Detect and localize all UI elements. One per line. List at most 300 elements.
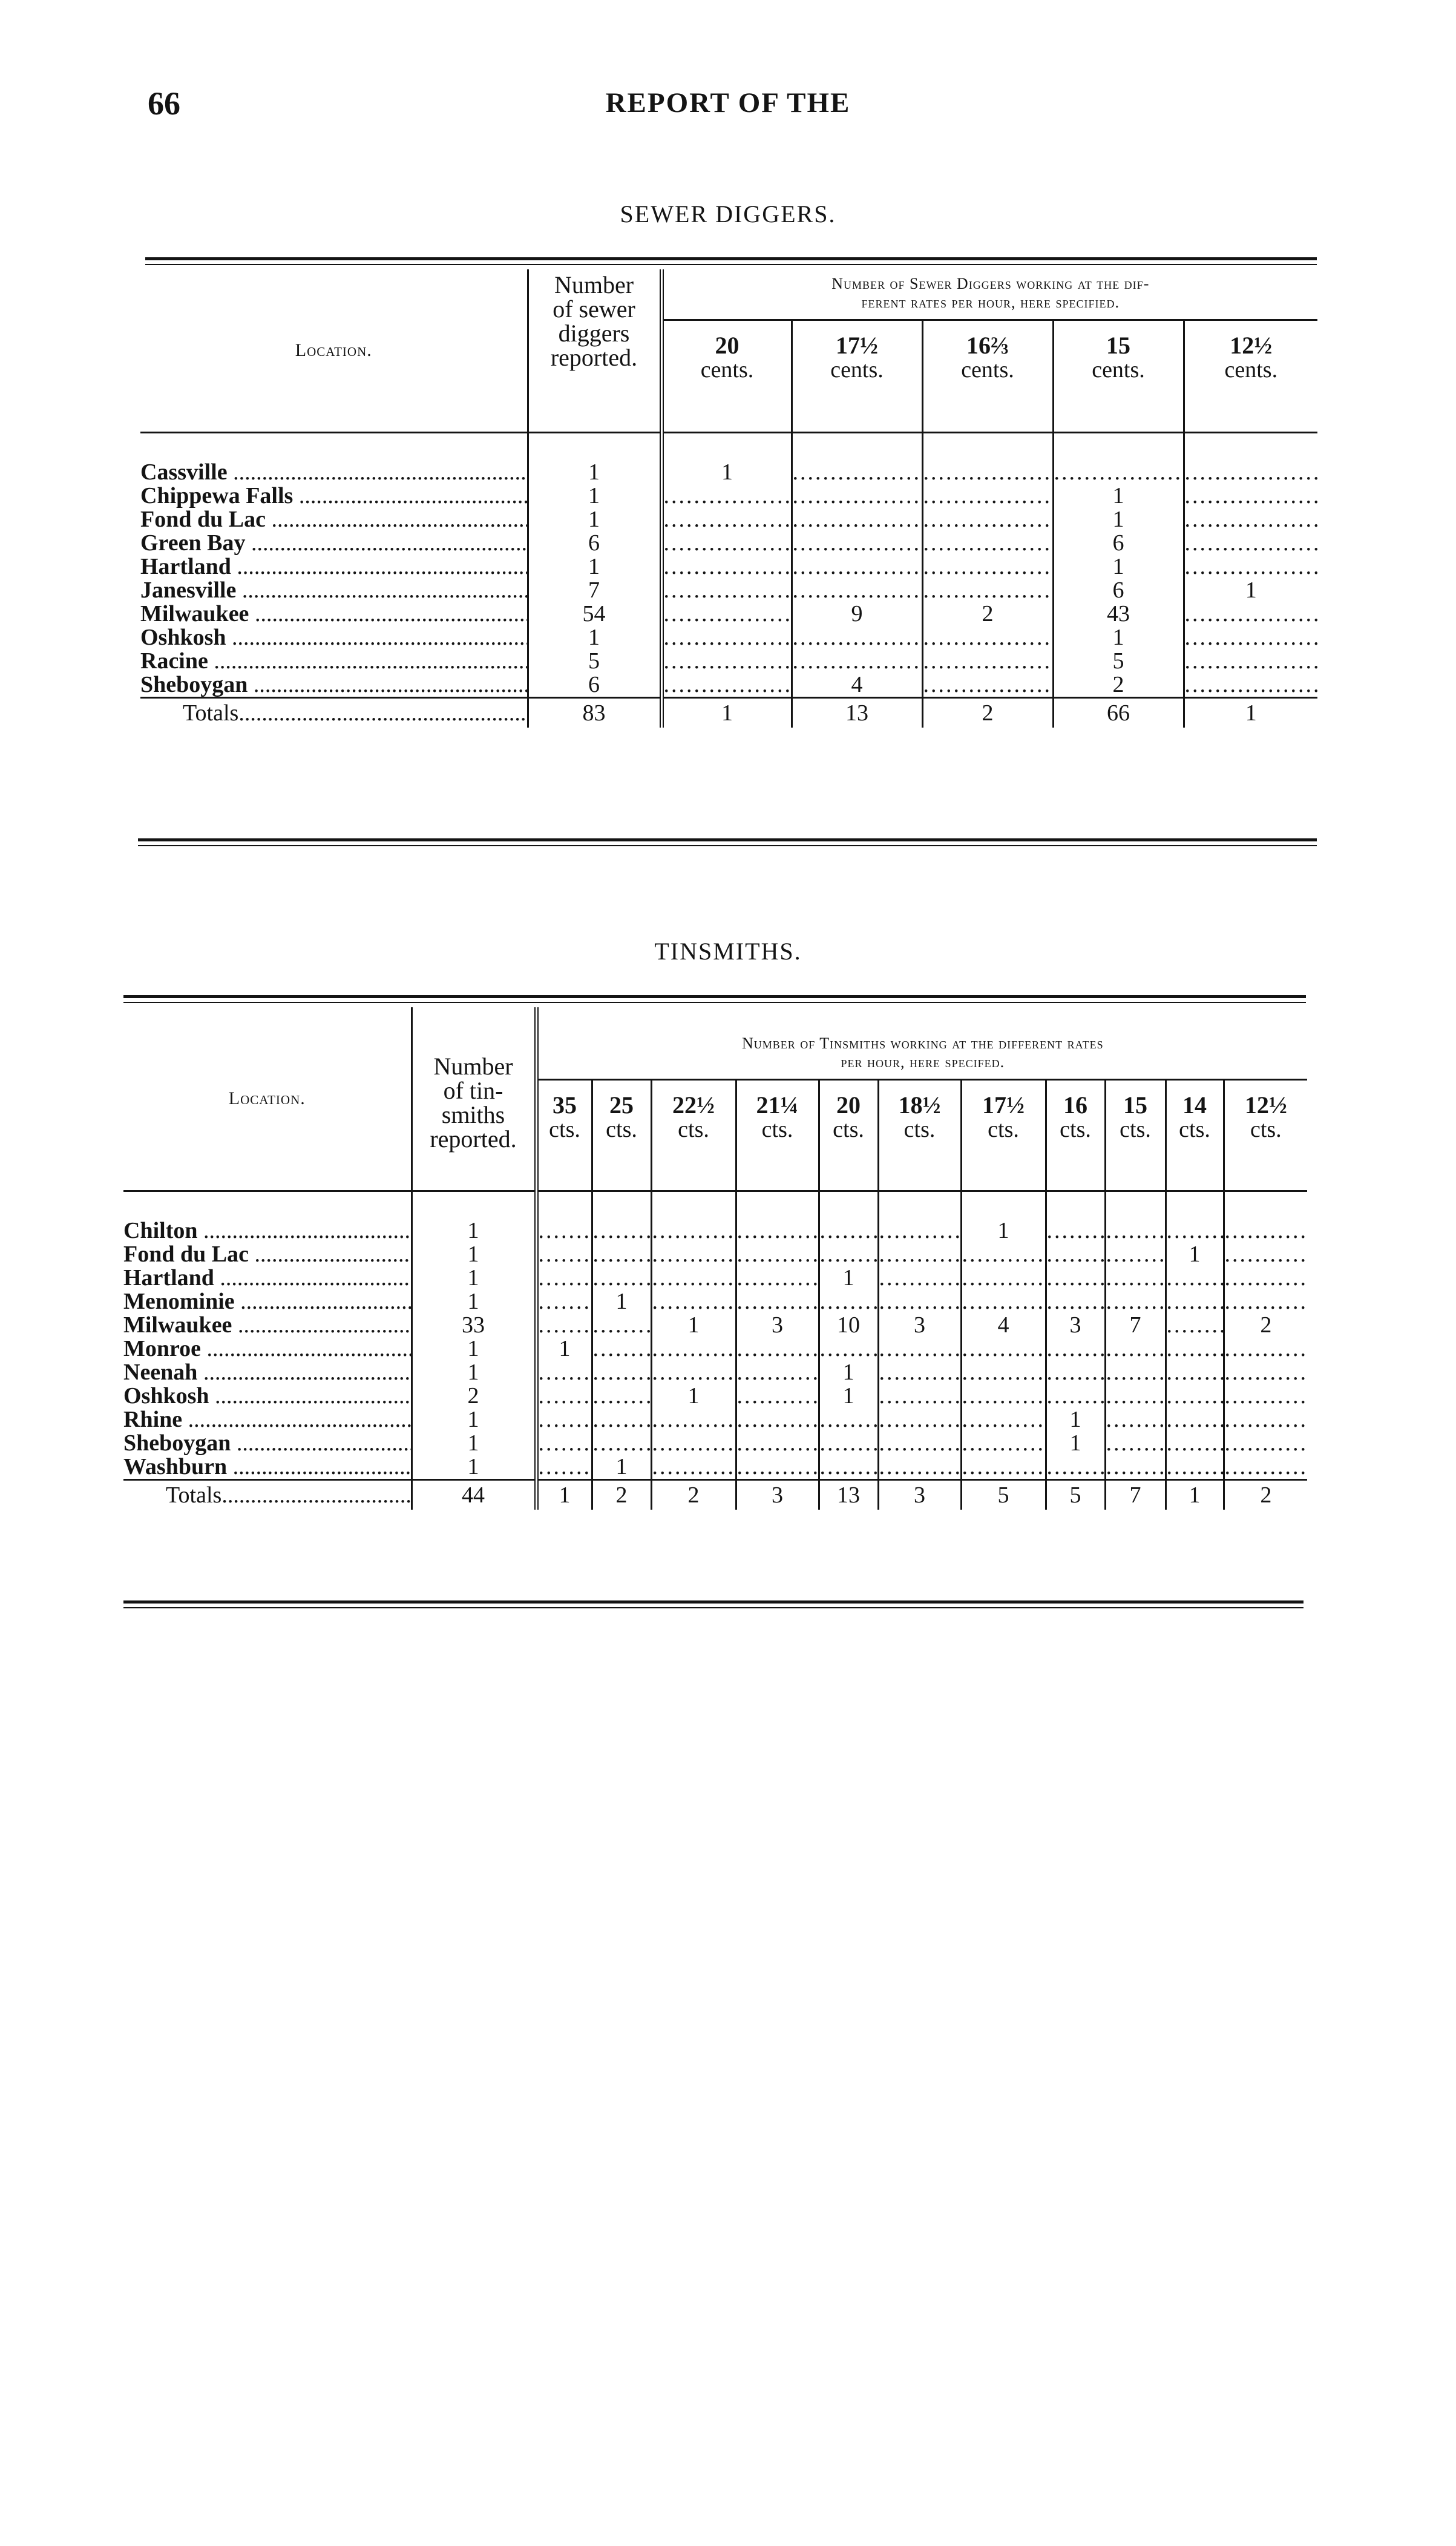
sewer-spacer: [140, 433, 528, 461]
sewer-section-title: SEWER DIGGERS.: [620, 200, 836, 228]
tin-totals-cell: 3: [736, 1479, 819, 1510]
sewer-top-rule: [145, 257, 1317, 260]
tin-location-cell: Neenah .....: [123, 1361, 412, 1384]
sewer-bottom-rule-thin: [138, 845, 1317, 846]
sewer-empty-cell: [792, 555, 922, 579]
tin-table-row: [123, 1243, 1307, 1266]
tin-number-header: Number of tin- smiths reported.: [412, 1007, 536, 1191]
tin-rate-value: 15: [1123, 1091, 1147, 1119]
tin-rate-unit: cts.: [1179, 1117, 1210, 1143]
tin-reported-cell: 33: [412, 1314, 536, 1337]
tin-rate-unit: cts.: [1120, 1117, 1151, 1143]
tin-empty-cell: [592, 1384, 651, 1408]
tin-empty-cell: [736, 1384, 819, 1408]
tin-empty-cell: [736, 1243, 819, 1266]
tin-empty-cell: [819, 1243, 878, 1266]
sewer-reported-cell: 6: [528, 673, 661, 698]
sewer-rate-unit: cents.: [830, 357, 884, 383]
tin-spacer: [1046, 1191, 1105, 1219]
tin-rate-header-3: [736, 1080, 819, 1191]
sewer-empty-cell: [661, 555, 792, 579]
tin-totals-cell: 2: [1224, 1479, 1307, 1510]
tin-empty-cell: [1166, 1290, 1224, 1314]
sewer-totals-reported: 83: [528, 697, 661, 728]
sewer-totals-cell: 13: [792, 697, 922, 728]
sewer-empty-cell: [922, 650, 1053, 673]
tin-rate-header-6: [961, 1080, 1046, 1191]
tin-empty-cell: [819, 1337, 878, 1361]
sewer-rate-unit: cents.: [700, 357, 754, 383]
sewer-rate-value: 15: [1106, 332, 1130, 360]
tin-empty-cell: [1046, 1361, 1105, 1384]
tin-location-cell: Oshkosh .....: [123, 1384, 412, 1408]
tin-location-cell: Menominie .....: [123, 1290, 412, 1314]
tin-empty-cell: [651, 1408, 736, 1432]
tin-totals-label: Totals .....: [123, 1479, 412, 1510]
tin-empty-cell: [736, 1266, 819, 1290]
tin-empty-cell: [961, 1266, 1046, 1290]
tin-totals-cell: 5: [1046, 1479, 1105, 1510]
tin-bottom-rule-thin: [123, 1607, 1304, 1608]
sewer-rate-header-0: [661, 320, 792, 433]
sewer-location-cell: Green Bay .....: [140, 531, 528, 555]
tin-empty-cell: [819, 1455, 878, 1480]
sewer-rate-cell: 9: [792, 602, 922, 626]
tin-empty-cell: [878, 1384, 961, 1408]
tin-rate-header-9: [1166, 1080, 1224, 1191]
sewer-rate-unit: cents.: [1092, 357, 1145, 383]
tin-rate-cell: 1: [536, 1337, 592, 1361]
tin-rate-value: 12½: [1244, 1091, 1287, 1119]
sewer-rate-cell: 1: [1053, 555, 1184, 579]
tin-empty-cell: [536, 1455, 592, 1480]
tin-empty-cell: [878, 1219, 961, 1243]
tin-rate-value: 21¼: [756, 1091, 799, 1119]
tin-rate-unit: cts.: [606, 1117, 637, 1143]
tin-empty-cell: [1046, 1337, 1105, 1361]
sewer-rate-header-2: [922, 320, 1053, 433]
tin-rate-cell: 1: [592, 1290, 651, 1314]
sewer-empty-cell: [1184, 555, 1317, 579]
sewer-rate-cell: 1: [1053, 508, 1184, 531]
tin-empty-cell: [878, 1361, 961, 1384]
tin-totals-cell: 3: [878, 1479, 961, 1510]
sewer-rate-cell: 1: [1053, 626, 1184, 650]
tin-rate-unit: cts.: [833, 1117, 864, 1143]
tin-empty-cell: [536, 1408, 592, 1432]
sewer-empty-cell: [922, 626, 1053, 650]
sewer-rate-cell: 6: [1053, 531, 1184, 555]
tin-rate-value: 18½: [898, 1091, 941, 1119]
sewer-empty-cell: [792, 508, 922, 531]
sewer-rate-value: 17½: [836, 332, 878, 360]
tin-empty-cell: [1105, 1219, 1166, 1243]
tin-rate-value: 25: [609, 1091, 634, 1119]
sewer-empty-cell: [792, 650, 922, 673]
tin-table-row: [123, 1219, 1307, 1243]
tin-table-row: [123, 1314, 1307, 1337]
tin-empty-cell: [1046, 1384, 1105, 1408]
tin-rate-cell: 4: [961, 1314, 1046, 1337]
sewer-empty-cell: [1184, 626, 1317, 650]
tin-empty-cell: [536, 1266, 592, 1290]
sewer-empty-cell: [1053, 461, 1184, 484]
tin-totals-row: [123, 1479, 1307, 1510]
tin-empty-cell: [592, 1266, 651, 1290]
tin-table-row: [123, 1432, 1307, 1455]
tin-rate-cell: 1: [819, 1361, 878, 1384]
sewer-empty-cell: [1184, 673, 1317, 698]
tin-rate-cell: 1: [592, 1455, 651, 1480]
tin-empty-cell: [592, 1243, 651, 1266]
tin-reported-cell: 1: [412, 1361, 536, 1384]
tin-rate-value: 20: [836, 1091, 861, 1119]
tin-totals-cell: 1: [536, 1479, 592, 1510]
sewer-spacer: [661, 433, 792, 461]
sewer-location-cell: Oshkosh .....: [140, 626, 528, 650]
sewer-top-rule-thin: [145, 264, 1317, 265]
sewer-location-cell: Fond du Lac .....: [140, 508, 528, 531]
tin-totals-cell: 2: [592, 1479, 651, 1510]
running-head: REPORT OF THE: [605, 87, 851, 119]
sewer-empty-cell: [922, 508, 1053, 531]
tin-rate-header-4: [819, 1080, 878, 1191]
sewer-rate-unit: cents.: [961, 357, 1014, 383]
tin-rate-value: 16: [1063, 1091, 1087, 1119]
tin-reported-cell: 1: [412, 1432, 536, 1455]
sewer-table-row: [140, 555, 1317, 579]
sewer-location-cell: Sheboygan .....: [140, 673, 528, 698]
sewer-spacer: [792, 433, 922, 461]
sewer-spacer: [1184, 433, 1317, 461]
tin-rate-cell: 1: [651, 1314, 736, 1337]
tin-empty-cell: [878, 1432, 961, 1455]
tinsmiths-table: [123, 1007, 1307, 1510]
tin-reported-cell: 2: [412, 1384, 536, 1408]
sewer-reported-cell: 54: [528, 602, 661, 626]
tin-empty-cell: [651, 1337, 736, 1361]
sewer-rate-value: 20: [715, 332, 739, 360]
sewer-location-cell: Chippewa Falls .....: [140, 484, 528, 508]
tin-rate-unit: cts.: [1250, 1117, 1282, 1143]
tin-empty-cell: [1224, 1432, 1307, 1455]
sewer-empty-cell: [661, 673, 792, 698]
tin-empty-cell: [1105, 1361, 1166, 1384]
tin-empty-cell: [1224, 1408, 1307, 1432]
sewer-empty-cell: [1184, 531, 1317, 555]
sewer-totals-row: [140, 697, 1317, 728]
tin-rate-cell: 3: [878, 1314, 961, 1337]
tin-empty-cell: [878, 1455, 961, 1480]
sewer-reported-cell: 1: [528, 461, 661, 484]
sewer-reported-cell: 7: [528, 579, 661, 602]
tin-empty-cell: [1224, 1361, 1307, 1384]
tin-empty-cell: [1105, 1266, 1166, 1290]
tin-empty-cell: [1224, 1337, 1307, 1361]
sewer-empty-cell: [661, 650, 792, 673]
sewer-spacer: [528, 433, 661, 461]
tin-rate-unit: cts.: [761, 1117, 793, 1143]
tin-empty-cell: [1105, 1337, 1166, 1361]
sewer-empty-cell: [661, 579, 792, 602]
tin-location-cell: Hartland .....: [123, 1266, 412, 1290]
sewer-diggers-table: [140, 269, 1317, 728]
tin-empty-cell: [878, 1266, 961, 1290]
sewer-rate-cell: 2: [922, 602, 1053, 626]
tin-location-cell: Sheboygan .....: [123, 1432, 412, 1455]
tin-empty-cell: [1046, 1243, 1105, 1266]
sewer-reported-cell: 1: [528, 508, 661, 531]
tin-empty-cell: [651, 1243, 736, 1266]
tin-empty-cell: [592, 1408, 651, 1432]
sewer-rate-header-3: [1053, 320, 1184, 433]
tin-empty-cell: [651, 1266, 736, 1290]
tin-empty-cell: [878, 1408, 961, 1432]
tin-rate-cell: 1: [651, 1384, 736, 1408]
sewer-rate-cell: 5: [1053, 650, 1184, 673]
sewer-location-cell: Racine .....: [140, 650, 528, 673]
sewer-rate-cell: 2: [1053, 673, 1184, 698]
tin-empty-cell: [1224, 1219, 1307, 1243]
sewer-empty-cell: [1184, 602, 1317, 626]
tin-empty-cell: [651, 1290, 736, 1314]
sewer-empty-cell: [792, 461, 922, 484]
tin-rate-cell: 1: [819, 1266, 878, 1290]
tin-empty-cell: [736, 1455, 819, 1480]
tin-empty-cell: [1166, 1361, 1224, 1384]
tin-rate-cell: 1: [1166, 1243, 1224, 1266]
tin-rate-unit: cts.: [678, 1117, 709, 1143]
tin-spacer: [1224, 1191, 1307, 1219]
tin-empty-cell: [736, 1361, 819, 1384]
tin-rate-cell: 3: [1046, 1314, 1105, 1337]
sewer-empty-cell: [792, 484, 922, 508]
tin-empty-cell: [1166, 1314, 1224, 1337]
tin-rates-group-header: Number of Tinsmiths working at the different rates per hour, here specifed.: [536, 1007, 1307, 1080]
tin-empty-cell: [1166, 1455, 1224, 1480]
sewer-empty-cell: [661, 626, 792, 650]
tin-empty-cell: [536, 1219, 592, 1243]
sewer-rate-header-1: [792, 320, 922, 433]
tin-reported-cell: 1: [412, 1408, 536, 1432]
tin-empty-cell: [819, 1219, 878, 1243]
sewer-rate-cell: 1: [661, 461, 792, 484]
tin-empty-cell: [961, 1455, 1046, 1480]
sewer-empty-cell: [1184, 461, 1317, 484]
tin-rate-cell: 10: [819, 1314, 878, 1337]
sewer-rate-unit: cents.: [1224, 357, 1278, 383]
tin-empty-cell: [961, 1384, 1046, 1408]
tin-spacer: [412, 1191, 536, 1219]
tin-location-cell: Rhine .....: [123, 1408, 412, 1432]
tin-spacer: [819, 1191, 878, 1219]
tin-spacer: [651, 1191, 736, 1219]
tin-empty-cell: [1105, 1243, 1166, 1266]
sewer-rate-header-4: [1184, 320, 1317, 433]
tin-reported-cell: 1: [412, 1243, 536, 1266]
tin-empty-cell: [1166, 1337, 1224, 1361]
sewer-empty-cell: [922, 461, 1053, 484]
tin-rate-value: 35: [553, 1091, 577, 1119]
tin-table-row: [123, 1384, 1307, 1408]
tin-rate-header-7: [1046, 1080, 1105, 1191]
sewer-rate-value: 16⅔: [966, 332, 1009, 360]
tin-empty-cell: [1105, 1408, 1166, 1432]
sewer-table-row: [140, 602, 1317, 626]
tin-totals-reported: 44: [412, 1479, 536, 1510]
tin-empty-cell: [1105, 1432, 1166, 1455]
tin-empty-cell: [961, 1337, 1046, 1361]
tin-reported-cell: 1: [412, 1290, 536, 1314]
tin-rate-header-10: [1224, 1080, 1307, 1191]
tin-rate-value: 14: [1182, 1091, 1207, 1119]
tin-totals-cell: 7: [1105, 1479, 1166, 1510]
tin-table-row: [123, 1455, 1307, 1480]
sewer-empty-cell: [922, 531, 1053, 555]
sewer-reported-cell: 5: [528, 650, 661, 673]
tin-empty-cell: [651, 1432, 736, 1455]
tin-empty-cell: [878, 1243, 961, 1266]
sewer-totals-cell: 1: [1184, 697, 1317, 728]
tin-rate-cell: 2: [1224, 1314, 1307, 1337]
sewer-empty-cell: [792, 531, 922, 555]
tin-empty-cell: [651, 1219, 736, 1243]
tin-totals-cell: 5: [961, 1479, 1046, 1510]
tin-location-cell: Monroe .....: [123, 1337, 412, 1361]
sewer-table-row: [140, 579, 1317, 602]
sewer-empty-cell: [1184, 484, 1317, 508]
tin-totals-cell: 13: [819, 1479, 878, 1510]
tin-empty-cell: [1046, 1455, 1105, 1480]
sewer-empty-cell: [1184, 508, 1317, 531]
tin-reported-cell: 1: [412, 1455, 536, 1480]
sewer-location-cell: Cassville .....: [140, 461, 528, 484]
tin-reported-cell: 1: [412, 1219, 536, 1243]
tin-location-cell: Chilton .....: [123, 1219, 412, 1243]
sewer-empty-cell: [661, 531, 792, 555]
tin-rate-value: 22½: [672, 1091, 715, 1119]
tin-rate-cell: 1: [819, 1384, 878, 1408]
tin-rate-unit: cts.: [1060, 1117, 1091, 1143]
sewer-empty-cell: [792, 579, 922, 602]
tin-empty-cell: [592, 1314, 651, 1337]
tin-empty-cell: [592, 1432, 651, 1455]
tin-spacer: [1166, 1191, 1224, 1219]
tin-empty-cell: [1105, 1455, 1166, 1480]
sewer-totals-label: Totals .....: [140, 697, 528, 728]
sewer-reported-cell: 6: [528, 531, 661, 555]
sewer-location-cell: Hartland .....: [140, 555, 528, 579]
sewer-empty-cell: [922, 673, 1053, 698]
tin-empty-cell: [651, 1361, 736, 1384]
sewer-table-row: [140, 461, 1317, 484]
tin-empty-cell: [736, 1219, 819, 1243]
sewer-rate-cell: 43: [1053, 602, 1184, 626]
tin-empty-cell: [736, 1337, 819, 1361]
tin-empty-cell: [819, 1432, 878, 1455]
sewer-table-row: [140, 673, 1317, 698]
tin-top-rule: [123, 995, 1306, 998]
tin-empty-cell: [1166, 1408, 1224, 1432]
sewer-totals-cell: 1: [661, 697, 792, 728]
sewer-rate-cell: 1: [1184, 579, 1317, 602]
tin-reported-cell: 1: [412, 1337, 536, 1361]
sewer-table-row: [140, 531, 1317, 555]
tin-empty-cell: [736, 1290, 819, 1314]
tin-location-cell: Washburn .....: [123, 1455, 412, 1480]
tin-top-rule-thin: [123, 1002, 1306, 1003]
tin-location-cell: Milwaukee .....: [123, 1314, 412, 1337]
sewer-empty-cell: [922, 579, 1053, 602]
sewer-empty-cell: [1184, 650, 1317, 673]
sewer-table-row: [140, 508, 1317, 531]
sewer-table-row: [140, 484, 1317, 508]
sewer-bottom-rule: [138, 838, 1317, 841]
tin-rate-cell: 3: [736, 1314, 819, 1337]
tin-rate-unit: cts.: [549, 1117, 580, 1143]
tin-empty-cell: [536, 1290, 592, 1314]
tin-rate-value: 17½: [982, 1091, 1025, 1119]
sewer-reported-cell: 1: [528, 484, 661, 508]
tin-spacer: [1105, 1191, 1166, 1219]
tin-empty-cell: [1046, 1266, 1105, 1290]
tin-rate-cell: 7: [1105, 1314, 1166, 1337]
tin-empty-cell: [1105, 1290, 1166, 1314]
tin-spacer: [736, 1191, 819, 1219]
tin-empty-cell: [961, 1243, 1046, 1266]
sewer-rate-cell: 1: [1053, 484, 1184, 508]
tin-rate-unit: cts.: [988, 1117, 1019, 1143]
page-number: 66: [148, 85, 180, 122]
tin-spacer: [961, 1191, 1046, 1219]
tin-table-row: [123, 1408, 1307, 1432]
sewer-location-header: Location.: [140, 269, 528, 433]
tin-empty-cell: [1224, 1384, 1307, 1408]
sewer-empty-cell: [661, 602, 792, 626]
tin-empty-cell: [1166, 1266, 1224, 1290]
tin-table-row: [123, 1361, 1307, 1384]
tin-rate-header-0: [536, 1080, 592, 1191]
sewer-rate-cell: 6: [1053, 579, 1184, 602]
sewer-location-cell: Milwaukee .....: [140, 602, 528, 626]
tin-empty-cell: [819, 1408, 878, 1432]
sewer-empty-cell: [792, 626, 922, 650]
sewer-empty-cell: [922, 484, 1053, 508]
tin-empty-cell: [1046, 1290, 1105, 1314]
tin-empty-cell: [878, 1290, 961, 1314]
tin-bottom-rule: [123, 1600, 1304, 1604]
tin-rate-header-5: [878, 1080, 961, 1191]
tin-empty-cell: [961, 1290, 1046, 1314]
tin-spacer: [123, 1191, 412, 1219]
tin-empty-cell: [536, 1314, 592, 1337]
tinsmiths-section-title: TINSMITHS.: [654, 938, 802, 965]
tin-empty-cell: [536, 1384, 592, 1408]
tin-reported-cell: 1: [412, 1266, 536, 1290]
sewer-spacer: [1053, 433, 1184, 461]
tin-rate-cell: 1: [1046, 1432, 1105, 1455]
tin-table-row: [123, 1290, 1307, 1314]
tin-empty-cell: [878, 1337, 961, 1361]
sewer-rate-cell: 4: [792, 673, 922, 698]
tin-empty-cell: [536, 1361, 592, 1384]
tin-empty-cell: [651, 1455, 736, 1480]
tin-location-header: Location.: [123, 1007, 412, 1191]
tin-empty-cell: [1224, 1455, 1307, 1480]
sewer-location-cell: Janesville .....: [140, 579, 528, 602]
sewer-totals-cell: 2: [922, 697, 1053, 728]
tin-empty-cell: [819, 1290, 878, 1314]
